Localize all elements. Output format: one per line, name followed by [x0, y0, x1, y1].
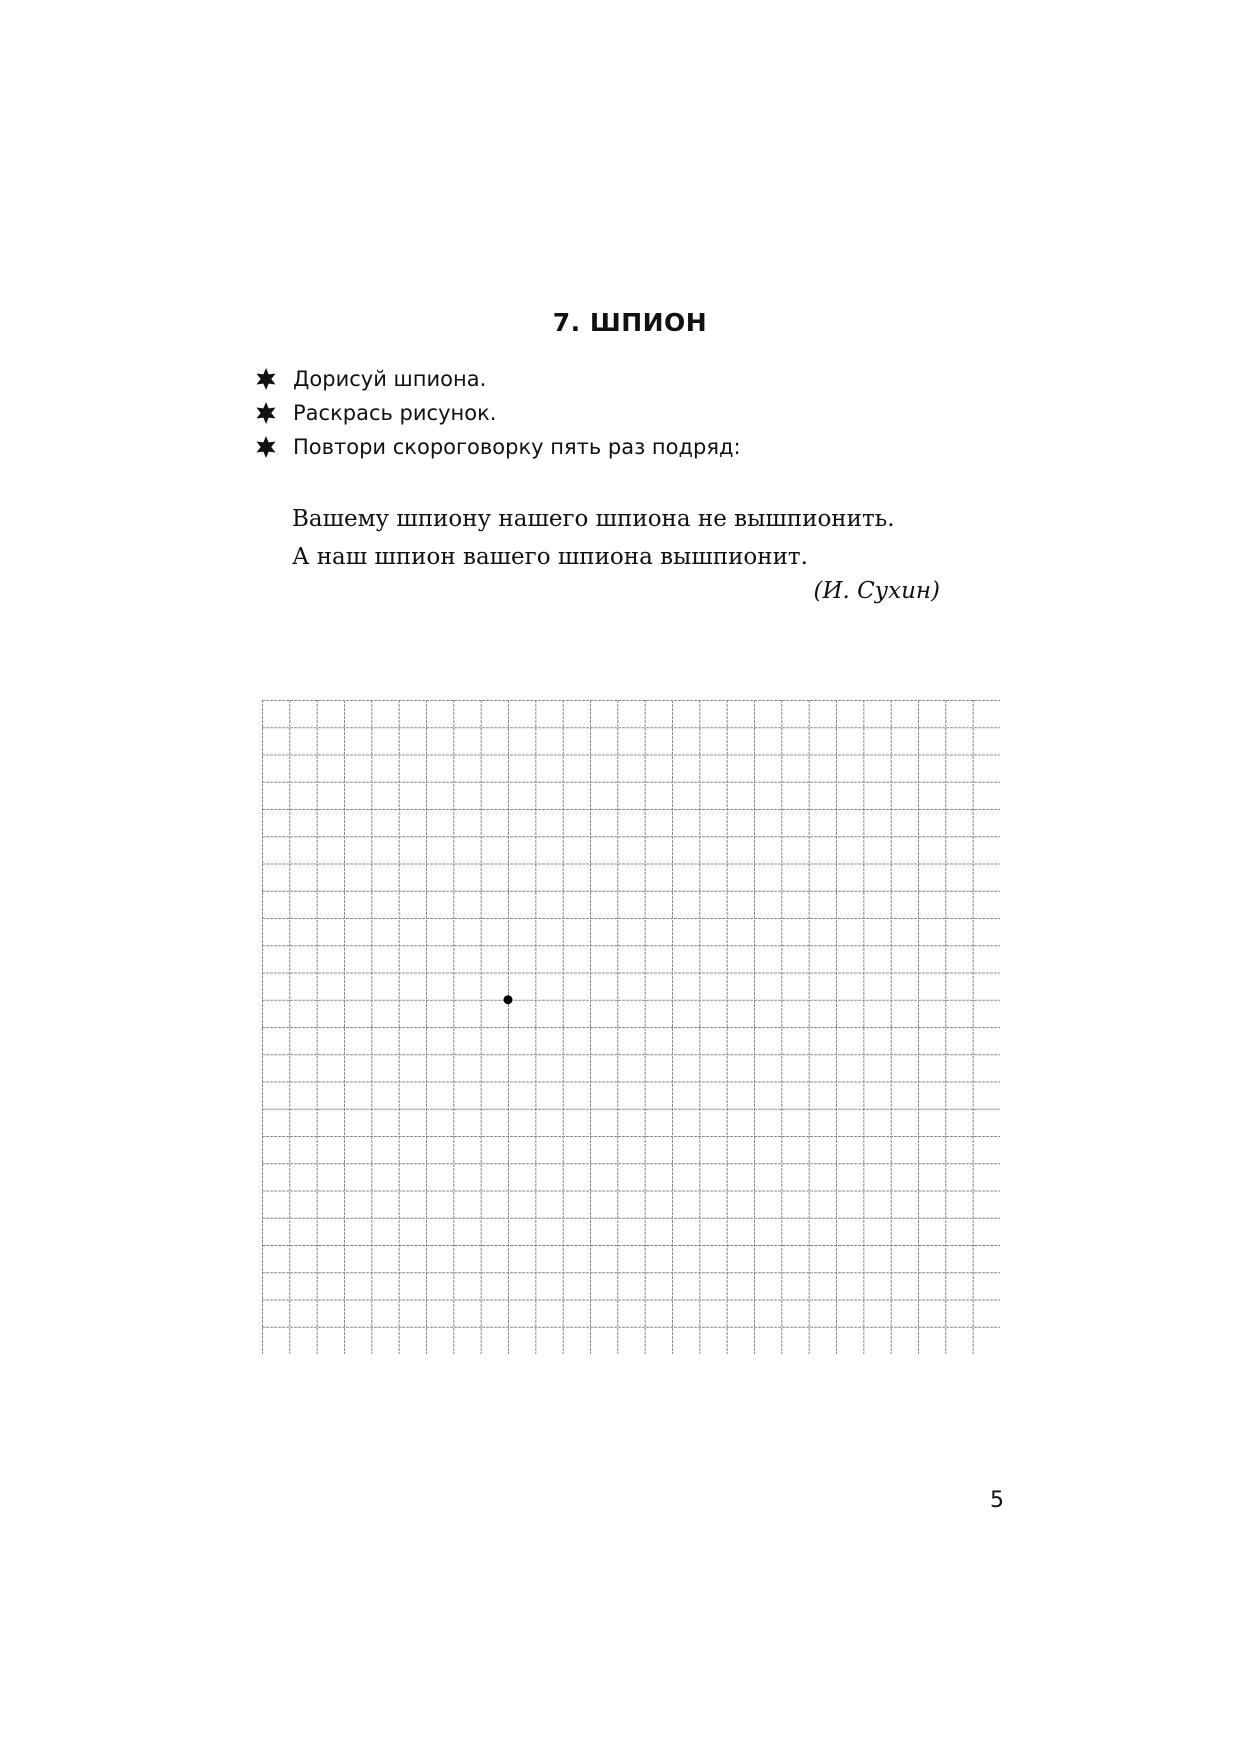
drawing-grid[interactable]	[262, 700, 1000, 1354]
star-bullet-icon	[255, 368, 277, 390]
task-text: Повтори скороговорку пять раз подряд:	[293, 435, 741, 459]
task-list	[255, 362, 741, 464]
star-bullet-icon	[255, 436, 277, 458]
author-attribution: (И. Сухин)	[813, 578, 940, 604]
task-item	[255, 362, 741, 396]
tongue-twister-line-2: А наш шпион вашего шпиона вышпионит.	[292, 544, 808, 570]
tongue-twister-line-1: Вашему шпиону нашего шпиона не вышпионить.	[292, 506, 895, 532]
grid-canvas[interactable]	[262, 700, 1000, 1354]
task-item	[255, 430, 741, 464]
page-title: 7. ШПИОН	[552, 308, 708, 337]
task-text: Дорисуй шпиона.	[293, 367, 487, 391]
task-item	[255, 396, 741, 430]
tongue-twister	[292, 500, 895, 576]
star-bullet-icon	[255, 402, 277, 424]
page-number: 5	[990, 1488, 1004, 1513]
starting-dot	[504, 995, 513, 1004]
task-text: Раскрась рисунок.	[293, 401, 497, 425]
